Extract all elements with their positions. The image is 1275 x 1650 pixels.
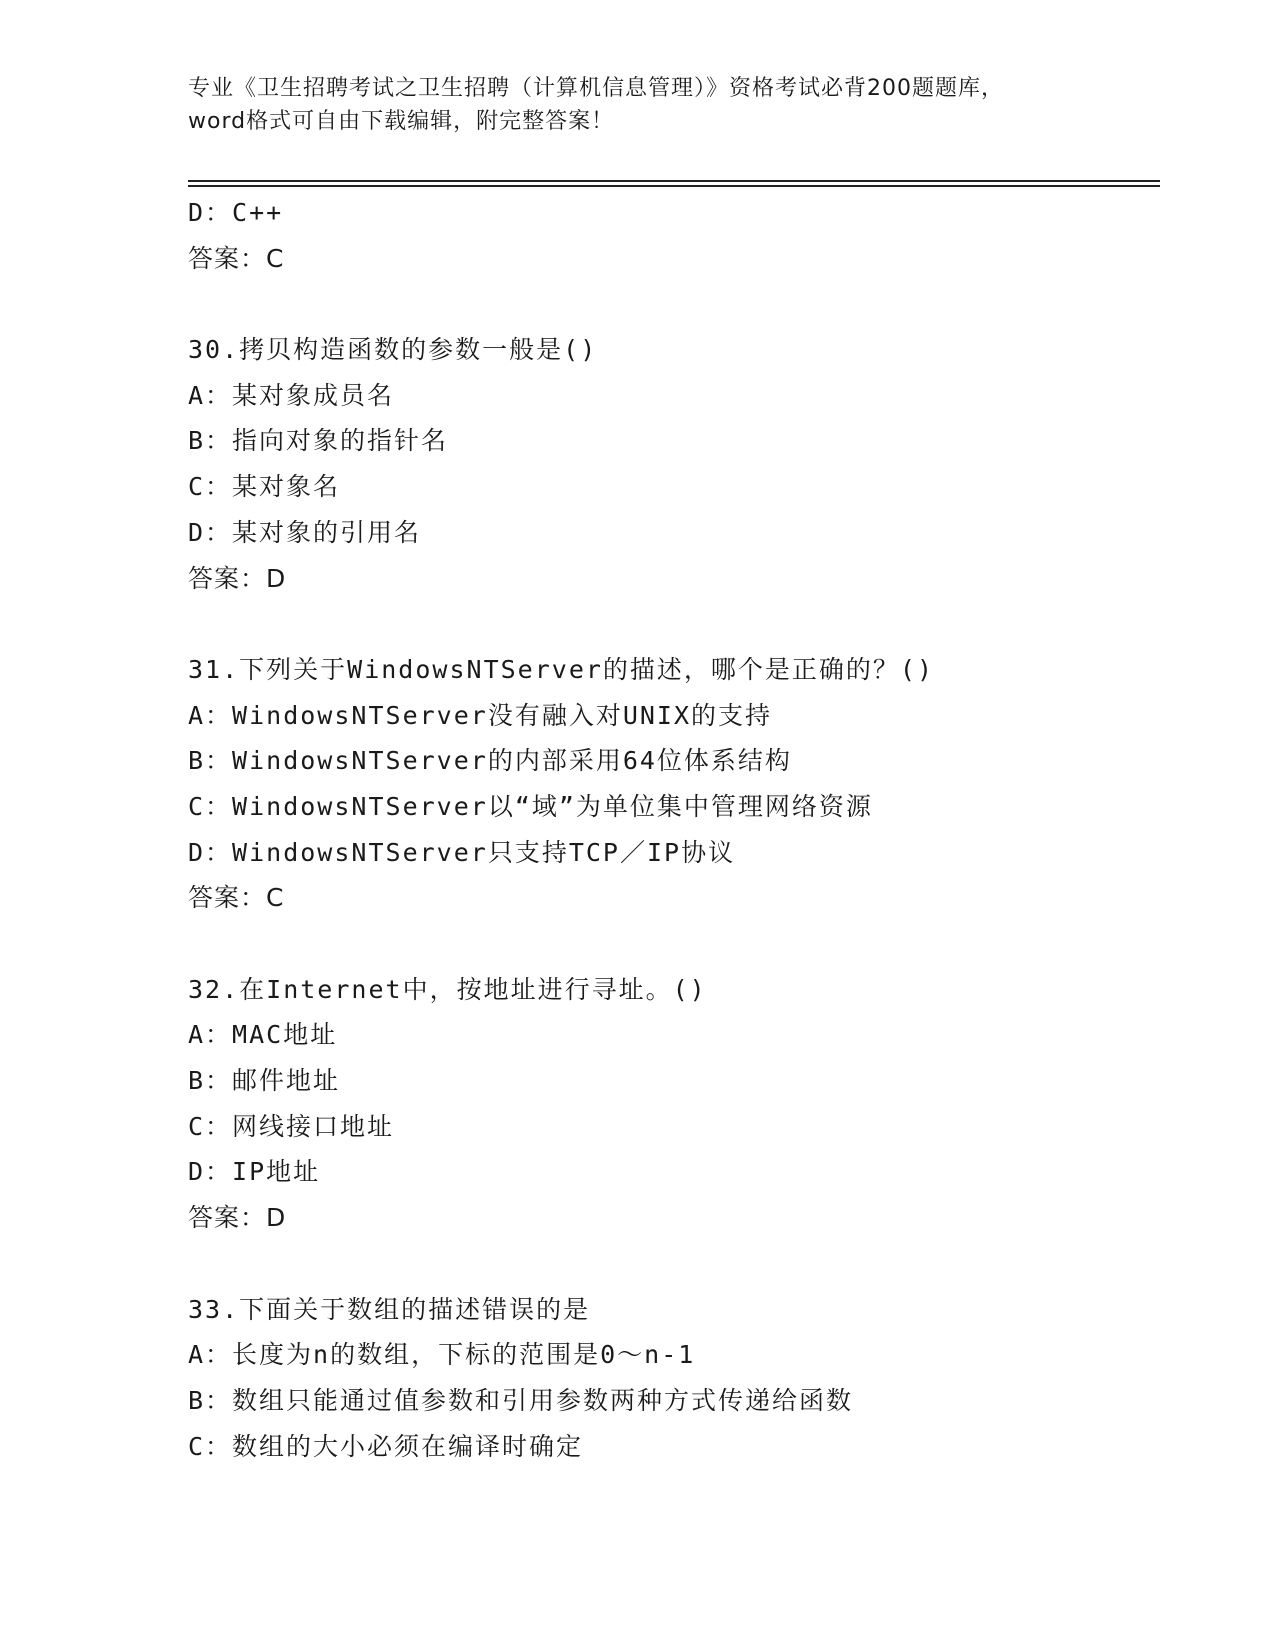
question-stem-31: 31.下列关于WindowsNTServer的描述，哪个是正确的？() <box>188 654 935 684</box>
option-a: A：MAC地址 <box>188 1020 338 1050</box>
question-list <box>188 190 1160 1469</box>
question-stem-32: 32.在Internet中，按地址进行寻址。() <box>188 974 707 1004</box>
option-a: A：WindowsNTServer没有融入对UNIX的支持 <box>188 700 773 730</box>
option-b: B：数组只能通过值参数和引用参数两种方式传递给函数 <box>188 1385 854 1415</box>
answer: 答案：D <box>188 1203 287 1233</box>
option-b: B：邮件地址 <box>188 1066 341 1096</box>
spacer <box>188 1241 1160 1287</box>
option-d: D：IP地址 <box>188 1157 321 1187</box>
option-c: C：某对象名 <box>188 472 341 502</box>
header-title-line-2: word格式可自由下载编辑，附完整答案！ <box>188 109 615 134</box>
option-b: B：WindowsNTServer的内部采用64位体系结构 <box>188 746 792 776</box>
option-a: A：某对象成员名 <box>188 380 395 410</box>
header-divider-bottom <box>188 185 1160 187</box>
option-d: D：C++ <box>188 198 284 227</box>
question-stem-30: 30.拷贝构造函数的参数一般是() <box>188 335 598 365</box>
spacer <box>188 281 1160 327</box>
spacer <box>188 601 1160 647</box>
answer: 答案：D <box>188 563 287 593</box>
answer: 答案：C <box>188 243 285 273</box>
option-c: C：WindowsNTServer以“域”为单位集中管理网络资源 <box>188 791 873 821</box>
option-a: A：长度为n的数组，下标的范围是0～n-1 <box>188 1340 696 1370</box>
option-c: C：数组的大小必须在编译时确定 <box>188 1431 584 1461</box>
option-b: B：指向对象的指针名 <box>188 426 449 456</box>
question-stem-33: 33.下面关于数组的描述错误的是 <box>188 1294 591 1324</box>
header-title-line-1: 专业《卫生招聘考试之卫生招聘（计算机信息管理）》资格考试必背200题题库， <box>188 76 1004 101</box>
document-header <box>188 72 1088 138</box>
option-d: D：某对象的引用名 <box>188 517 422 547</box>
spacer <box>188 921 1160 967</box>
header-divider-top <box>188 180 1160 182</box>
answer: 答案：C <box>188 883 285 913</box>
option-d: D：WindowsNTServer只支持TCP／IP协议 <box>188 837 736 867</box>
option-c: C：网线接口地址 <box>188 1111 395 1141</box>
